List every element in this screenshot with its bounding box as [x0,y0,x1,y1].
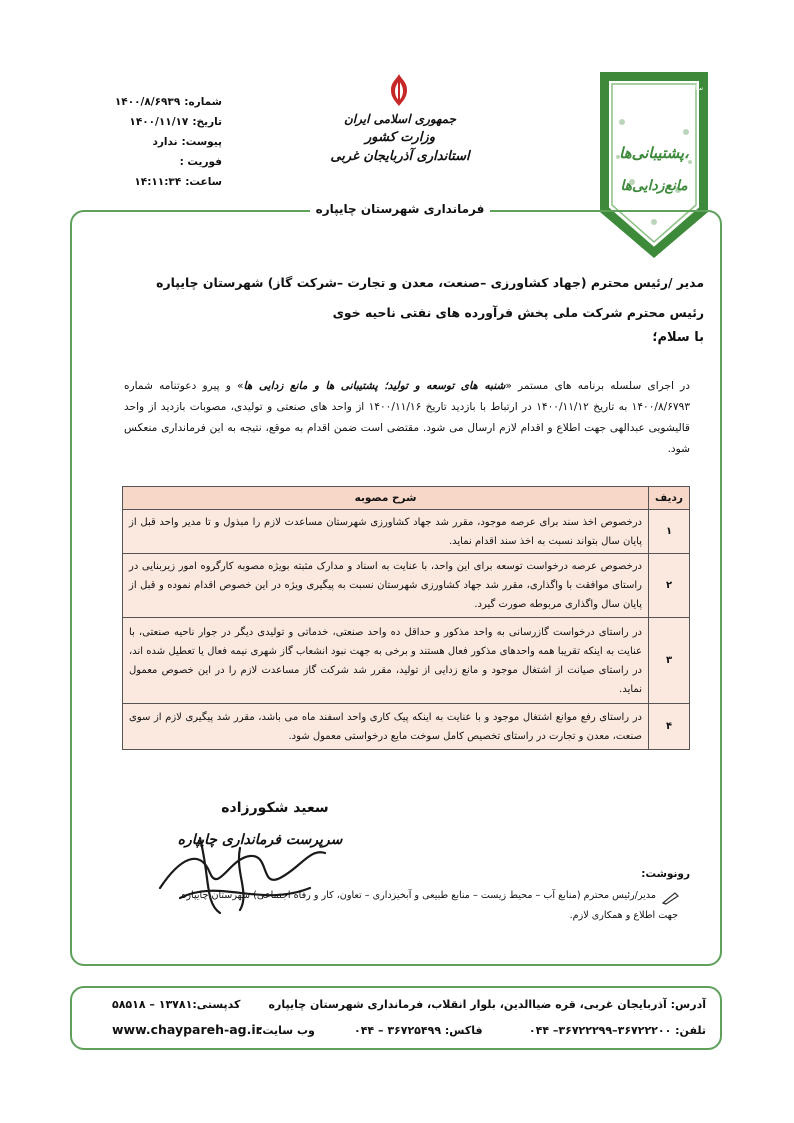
recipients [156,268,704,328]
footer-website-label: وب سایت: [258,1024,315,1037]
row-description: در راستای درخواست گازرسانی به واحد مذکور و حداقل ده واحد صنعتی، خدماتی و تولیدی دیگر در جوار ناحیه صنعتی، با عنایت به اینکه تقریبا همه واحدهای مذکور فعال هستند و برخی به جهت نبود انشعاب گاز شهری نیمه فعال یا تعطیل شده اند، در راستای صیانت از اشتغال موجود و مانع زدایی از تولید، مقرر شد شرکت گاز مساعدت لازم را در این خصوص معمول نماید. [123,618,649,704]
greeting: با سلام؛ [652,330,704,345]
republic-title: جمهوری اسلامی ایران [343,112,457,126]
campaign-slogan: شنبه های توسعه و تولید؛ پشتیبانی ها و مانع زدایی ها [243,380,506,392]
signatory-title: سرپرست فرمانداری چایپاره [177,832,343,848]
letterhead [300,112,500,164]
table-row [123,554,690,618]
letter-urgency: فوریت : [179,156,222,168]
recipient-line: رئیس محترم شرکت ملی پخش فرآورده های نفتی ناحیه خوی [332,305,704,320]
recipient-line: مدیر /رئیس محترم (جهاد کشاورزی –صنعت، معدن و تجارت –شرکت گاز) شهرستان چایپاره [156,275,704,290]
column-header-row-number: ردیف [649,487,690,510]
footer-postal-code: کدپستی:۱۳۷۸۱ – ۵۸۵۱۸ [112,998,241,1011]
letter-number: شماره: ۱۴۰۰/۸/۶۹۳۹ [114,96,222,108]
letter-date: تاریخ: ۱۴۰۰/۱۱/۱۷ [129,116,222,128]
footer-fax: فاکس: ۳۶۷۲۵۴۹۹ – ۰۴۴ [354,1024,483,1037]
row-description: درخصوص عرصه درخواست توسعه برای این واحد، با عنایت به اسناد و مدارک مثبته بویژه مصوبه کارگروه امور زیربنایی در راستای موافقت با واگذاری، مقرر شد جهاد کشاورزی شهرستان نسبت به پیگیری ویژه در این خصوص اقدام نموده و قبل از پایان سال واگذاری مربوطه صورت گیرد. [123,554,649,618]
badge-year-label: سال ۱۴۰۰ [672,84,704,92]
row-number: ۲ [649,554,690,618]
table-header-row [123,487,690,510]
iran-emblem-icon [385,72,413,108]
cc-line: مدیر/رئیس محترم (منابع آب – محیط زیست – منابع طبیعی و آبخیزداری – تعاون، کار و رفاه اجتماعی) شهرستان چایپاره [181,890,656,901]
badge-year-word: تولید [630,86,674,112]
province-title: استانداری آذربایجان غربی [330,149,470,164]
letter-meta [112,92,222,192]
row-number: ۱ [649,510,690,554]
resolutions-table [122,486,690,750]
cc-line: جهت اطلاع و همکاری لازم. [569,910,678,921]
row-description: در راستای رفع موانع اشتغال موجود و با عنایت به اینکه پیک کاری واحد اسفند ماه می باشد، مقرر شد پیگیری لازم از سوی صنعت، معدن و تجارت در راستای تخصیص کامل سوخت مایع درخواستی معمول شود. [123,704,649,750]
table-row [123,618,690,704]
ministry-title: وزارت کشور [365,130,435,145]
table-row [123,704,690,750]
letter-time: ساعت: ۱۴:۱۱:۳۴ [134,176,222,188]
row-number: ۴ [649,704,690,750]
letter-body: در اجرای سلسله برنامه های مستمر «شنبه های توسعه و تولید؛ پشتیبانی ها و مانع زدایی ها» و پیرو دعوتنامه شماره ۱۴۰۰/۸/۶۷۹۳ به تاریخ ۱۴۰۰/۱۱/۱۲ در ارتباط با بازدید تاریخ ۱۴۰۰/۱۱/۱۶ از واحد های صنعتی و تولیدی، مصوبات بازدید از واحد قالیشویی عبدالهی جهت اطلاع و اقدام لازم ارسال می شود. مقتضی است ضمن اقدام به موقع، نتیجه به این فرمانداری منعکس شود. [124,380,691,455]
footer-address: آدرس: آذربایجان غربی، قره ضیاالدین، بلوار انقلاب، فرمانداری شهرستان چایپاره [268,998,706,1011]
cc-label: رونوشت: [641,868,690,880]
footer-phone: تلفن: ۳۶۷۲۲۲۰۰–۳۶۷۲۲۲۹۹– ۰۴۴ [528,1024,706,1037]
row-number: ۳ [649,618,690,704]
office-title: فرمانداری شهرستان چایپاره [310,202,490,216]
footer-website-link[interactable]: www.chaypareh-ag.ir [112,1022,262,1037]
column-header-description: شرح مصوبه [123,487,649,510]
letter-footer [70,986,722,1050]
badge-line1: پشتیبانی‌ها، [619,144,689,162]
row-description: درخصوص اخذ سند برای عرصه موجود، مقرر شد جهاد کشاورزی شهرستان مساعدت لازم را مبذول و تا مدیر واحد قبل از پایان سال بتواند نسبت به اخذ سند اقدام نماید. [123,510,649,554]
cc-recipients [118,886,678,926]
badge-line2: مانع‌زدایی‌ها [620,178,688,194]
signatory-name: سعید شکورزاده [221,800,329,816]
letter-attachment: پیوست: ندارد [152,136,222,148]
table-row [123,510,690,554]
